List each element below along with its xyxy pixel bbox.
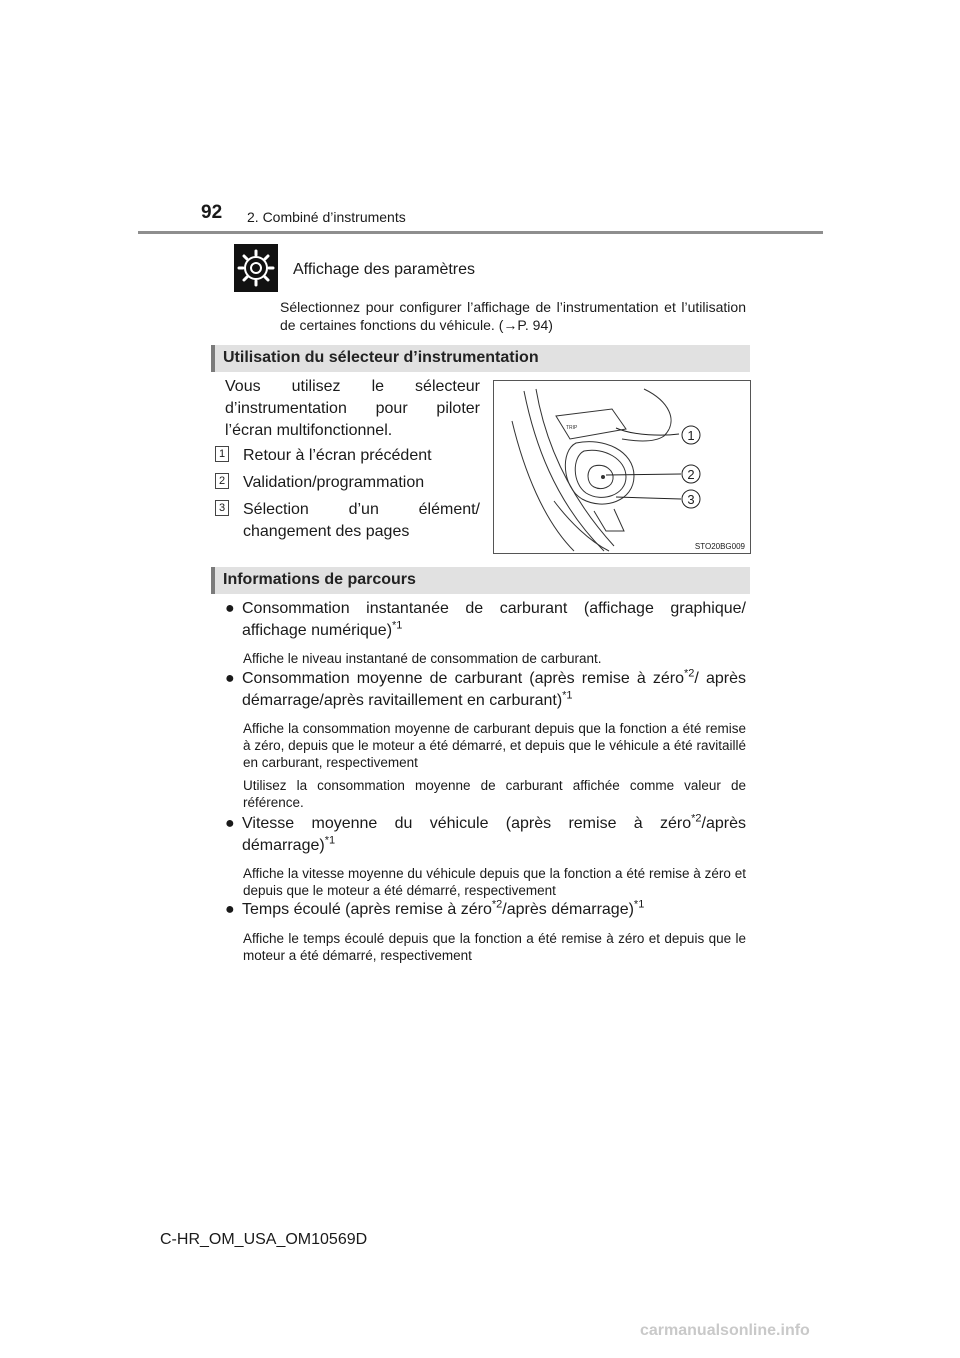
figure-callout-2: 2 [687, 467, 695, 482]
callout-number-2: 2 [215, 473, 229, 489]
selector-intro [225, 376, 480, 442]
trip-item-2-title: Consommation moyenne de carburant (après remise à zéro$^{*2}$/ après démarrage/après ravitaillement en carburant)$^{*1}$ [242, 667, 747, 709]
trip-item-2-note: Utilisez la consommation moyenne de carburant affichée comme valeur de référence. [243, 778, 746, 810]
intro-word: Vous [225, 378, 261, 395]
bullet-icon: ● [225, 600, 235, 617]
figure-code: STO20BG009 [694, 542, 745, 551]
section-title: Informations de parcours [223, 571, 416, 588]
section-title: Utilisation du sélecteur d’instrumentation [223, 349, 539, 366]
page-number: 92 [201, 202, 223, 223]
figure-callout-3: 3 [687, 492, 695, 507]
steering-switch-figure [493, 380, 751, 554]
section-accent [211, 567, 215, 594]
figure-callout-1: 1 [687, 428, 695, 443]
trip-item-3-desc: Affiche la vitesse moyenne du véhicule depuis que la fonction a été remise à zéro et depuis que le moteur a été démarré, respectivement [243, 866, 746, 898]
trip-button-label: TRIP [566, 425, 578, 431]
callout-number-3: 3 [215, 500, 229, 516]
steering-switch-illustration [494, 381, 750, 553]
document-code: C-HR_OM_USA_OM10569D [160, 1231, 368, 1248]
header-divider [138, 231, 823, 234]
selector-item-3: Sélection d’un élément/ changement des pages [243, 501, 480, 540]
trip-item-4-desc: Affiche le temps écoulé depuis que la fonction a été remise à zéro et depuis que le moteur a été démarré, respectivement [243, 931, 746, 963]
intro-word: le [371, 378, 385, 395]
bullet-icon: ● [225, 901, 235, 918]
intro-word: sélecteur [415, 378, 480, 395]
intro-text: d’instrumentation pour piloter l’écran multifonctionnel. [225, 400, 480, 439]
watermark: carmanualsonline.info [640, 1322, 810, 1339]
trip-item-4-title: Temps écoulé (après remise à zéro$^{*2}$/après démarrage)$^{*1}$ [242, 898, 645, 918]
settings-title: Affichage des paramètres [293, 261, 476, 278]
trip-item-1-title: Consommation instantanée de carburant (affichage graphique/ affichage numérique)$^{*1}$ [242, 600, 746, 639]
section-heading-trip-info [211, 567, 750, 594]
gear-icon [234, 244, 278, 292]
chapter-title: 2. Combiné d’instruments [247, 209, 406, 225]
selector-item-1: Retour à l’écran précédent [243, 447, 432, 464]
section-accent [211, 345, 215, 372]
trip-item-1-desc: Affiche le niveau instantané de consommation de carburant. [243, 651, 602, 666]
callout-number-1: 1 [215, 446, 229, 462]
settings-description: Sélectionnez pour configurer l’affichage de l’instrumentation et l’utilisation de certaines fonctions du véhicule. (→P. 94) [280, 299, 746, 333]
trip-item-3-title: Vitesse moyenne du véhicule (après remise à zéro$^{*2}$/après démarrage)$^{*1}$ [242, 812, 746, 854]
trip-item-2-desc: Affiche la consommation moyenne de carburant depuis que la fonction a été remise à zéro, depuis que le moteur a été démarré, et depuis que le véhicule a été ravitaillé en carburant, respectivement [243, 721, 746, 770]
intro-word: utilisez [291, 378, 341, 395]
selector-item-2: Validation/programmation [243, 474, 425, 491]
bullet-icon: ● [225, 815, 235, 832]
section-heading-selector [211, 345, 750, 372]
bullet-icon: ● [225, 670, 235, 687]
